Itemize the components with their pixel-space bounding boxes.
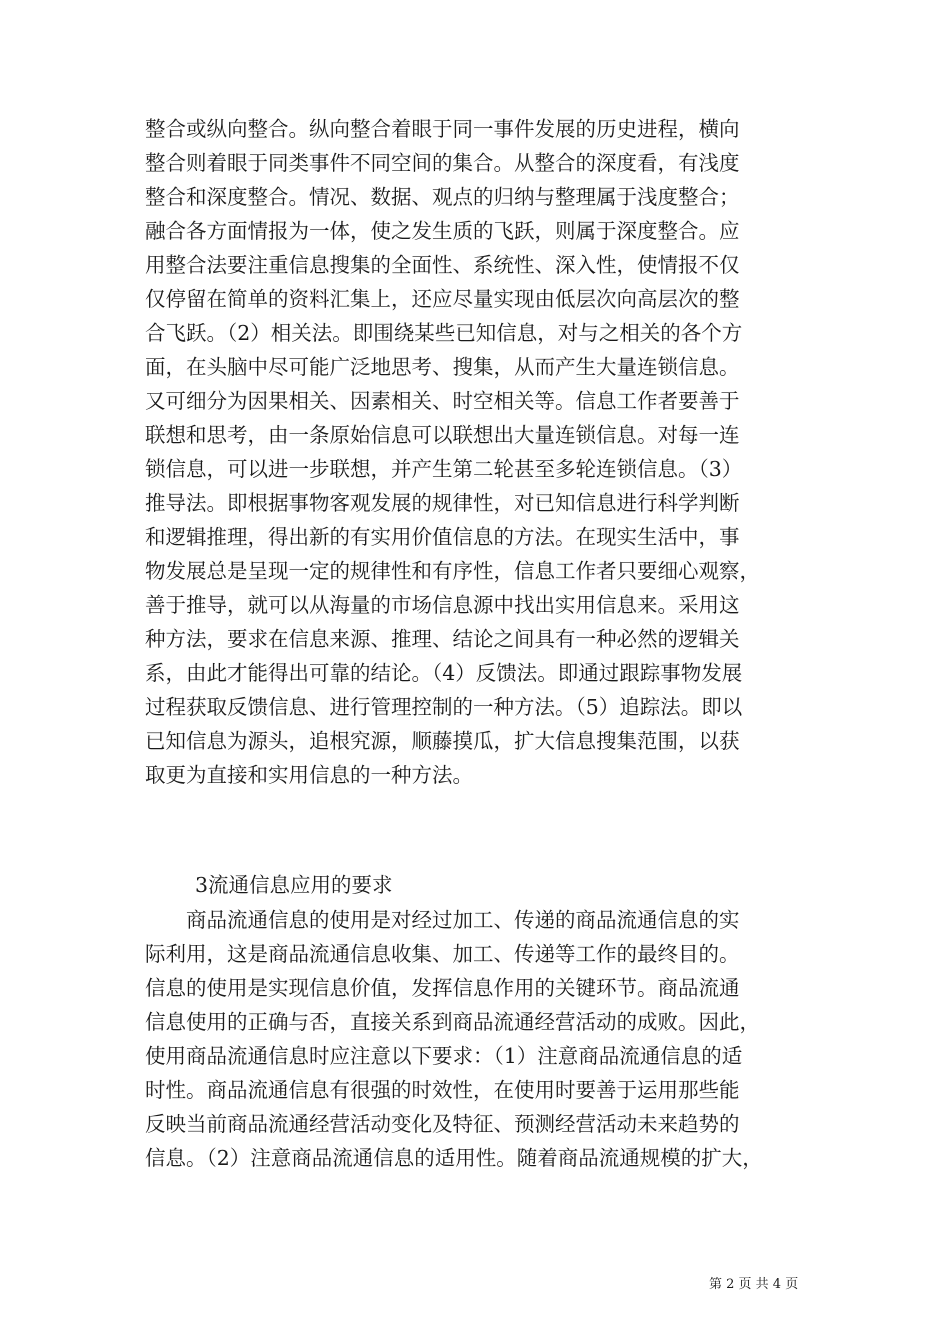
text-line: 物发展总是呈现一定的规律性和有序性，信息工作者只要细心观察， [145, 559, 760, 583]
text-line: 商品流通信息的使用是对经过加工、传递的商品流通信息的实 [145, 908, 740, 932]
paragraph-1 [145, 112, 825, 792]
text-line: 整合或纵向整合。纵向整合着眼于同一事件发展的历史进程，横向 [145, 117, 740, 141]
text-line: 联想和思考，由一条原始信息可以联想出大量连锁信息。对每一连 [145, 423, 740, 447]
section-heading: 3流通信息应用的要求 [195, 873, 393, 897]
text-line: 又可细分为因果相关、因素相关、时空相关等。信息工作者要善于 [145, 389, 740, 413]
text-line: 善于推导，就可以从海量的市场信息源中找出实用信息来。采用这 [145, 593, 740, 617]
text-line: 使用商品流通信息时应注意以下要求：（1）注意商品流通信息的适 [145, 1044, 743, 1068]
text-line: 仅停留在简单的资料汇集上，还应尽量实现由低层次向高层次的整 [145, 287, 740, 311]
text-line: 际利用，这是商品流通信息收集、加工、传递等工作的最终目的。 [145, 942, 740, 966]
text-line: 整合则着眼于同类事件不同空间的集合。从整合的深度看，有浅度 [145, 151, 740, 175]
text-line: 过程获取反馈信息、进行管理控制的一种方法。（5）追踪法。即以 [145, 695, 743, 719]
text-line: 反映当前商品流通经营活动变化及特征、预测经营活动未来趋势的 [145, 1112, 740, 1136]
text-line: 信息使用的正确与否，直接关系到商品流通经营活动的成败。因此， [145, 1010, 760, 1034]
text-line: 种方法，要求在信息来源、推理、结论之间具有一种必然的逻辑关 [145, 627, 740, 651]
text-line: 取更为直接和实用信息的一种方法。 [145, 763, 473, 787]
text-line: 已知信息为源头，追根究源，顺藤摸瓜，扩大信息搜集范围，以获 [145, 729, 740, 753]
text-line: 信息。（2）注意商品流通信息的适用性。随着商品流通规模的扩大， [145, 1146, 763, 1170]
text-line: 锁信息，可以进一步联想，并产生第二轮甚至多轮连锁信息。（3） [145, 457, 743, 481]
text-line: 用整合法要注重信息搜集的全面性、系统性、深入性，使情报不仅 [145, 253, 740, 277]
text-line: 面，在头脑中尽可能广泛地思考、搜集，从而产生大量连锁信息。 [145, 355, 740, 379]
text-line: 合飞跃。（2）相关法。即围绕某些已知信息，对与之相关的各个方 [145, 321, 743, 345]
text-line: 系，由此才能得出可靠的结论。（4）反馈法。即通过跟踪事物发展 [145, 661, 743, 685]
page-number: 第 2 页 共 4 页 [709, 1277, 799, 1292]
text-line: 融合各方面情报为一体，使之发生质的飞跃，则属于深度整合。应 [145, 219, 740, 243]
text-line: 时性。商品流通信息有很强的时效性，在使用时要善于运用那些能 [145, 1078, 740, 1102]
text-line: 推导法。即根据事物客观发展的规律性，对已知信息进行科学判断 [145, 491, 740, 515]
text-line: 信息的使用是实现信息价值，发挥信息作用的关键环节。商品流通 [145, 976, 740, 1000]
text-line: 和逻辑推理，得出新的有实用价值信息的方法。在现实生活中，事 [145, 525, 740, 549]
paragraph-2 [145, 903, 825, 1175]
text-line: 整合和深度整合。情况、数据、观点的归纳与整理属于浅度整合； [145, 185, 740, 209]
